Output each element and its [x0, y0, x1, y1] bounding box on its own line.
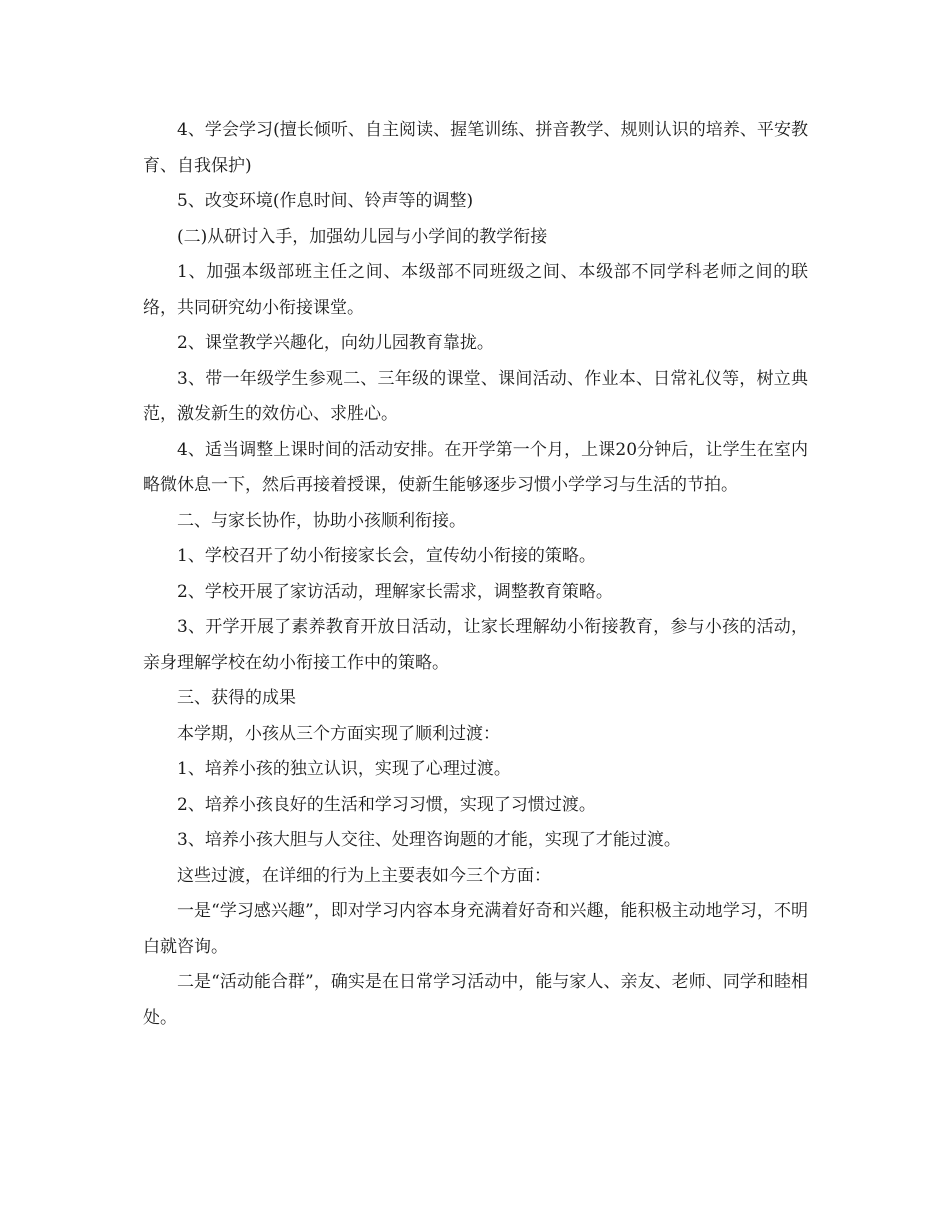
- paragraph-schedule-adjust: 4、适当调整上课时间的活动安排。在开学第一个月，上课20分钟后，让学生在室内略微休息一下，然后再接着授课，使新生能够逐步习惯小学学习与生活的节拍。: [143, 439, 808, 495]
- document-body: [143, 113, 808, 1036]
- paragraph-open-day: 3、开学开展了素养教育开放日活动，让家长理解幼小衔接教育，参与小孩的活动，亲身理解学校在幼小衔接工作中的策略。: [143, 617, 808, 673]
- paragraph-home-visits: 2、学校开展了家访活动，理解家长需求，调整教育策略。: [177, 581, 613, 602]
- paragraph-environment: 5、改变环境(作息时间、铃声等的调整): [177, 191, 474, 211]
- paragraph-visit-classes: 3、带一年级学生参观二、三年级的课堂、课间活动、作业本、日常礼仪等，树立典范，激发新生的效仿心、求胜心。: [143, 368, 808, 424]
- section-heading-parents: 二、与家长协作，协助小孩顺利衔接。: [177, 510, 466, 531]
- paragraph-behavior-intro: 这些过渡，在详细的行为上主要表如今三个方面：: [177, 865, 551, 886]
- paragraph-learning-skills: 4、学会学习(擅长倾听、自主阅读、握笔训练、拼音教学、规则认识的培养、平安教育、自我保护): [143, 120, 808, 176]
- paragraph-interest-teaching: 2、课堂教学兴趣化，向幼儿园教育靠拢。: [177, 333, 494, 353]
- paragraph-result-psychology: 1、培养小孩的独立认识，实现了心理过渡。: [177, 759, 511, 779]
- paragraph-results-intro: 本学期，小孩从三个方面实现了顺利过渡：: [177, 723, 500, 744]
- paragraph-result-habits: 2、培养小孩良好的生活和学习习惯，实现了习惯过渡。: [177, 794, 596, 815]
- section-heading-research: (二)从研讨入手，加强幼儿园与小学间的教学衔接: [177, 226, 548, 247]
- paragraph-result-abilities: 3、培养小孩大胆与人交往、处理咨询题的才能，实现了才能过渡。: [177, 830, 681, 850]
- paragraph-parent-meeting: 1、学校召开了幼小衔接家长会，宣传幼小衔接的策略。: [177, 546, 596, 566]
- paragraph-learning-interest: 一是“学习感兴趣”，即对学习内容本身充满着好奇和兴趣，能积极主动地学习，不明白就咨询。: [143, 901, 808, 957]
- paragraph-teacher-liaison: 1、加强本级部班主任之间、本级部不同班级之间、本级部不同学科老师之间的联络，共同研究幼小衔接课堂。: [143, 262, 808, 318]
- paragraph-activity-sociable: 二是“活动能合群”，确实是在日常学习活动中，能与家人、亲友、老师、同学和睦相处。: [143, 972, 808, 1028]
- section-heading-results: 三、获得的成果: [177, 688, 296, 708]
